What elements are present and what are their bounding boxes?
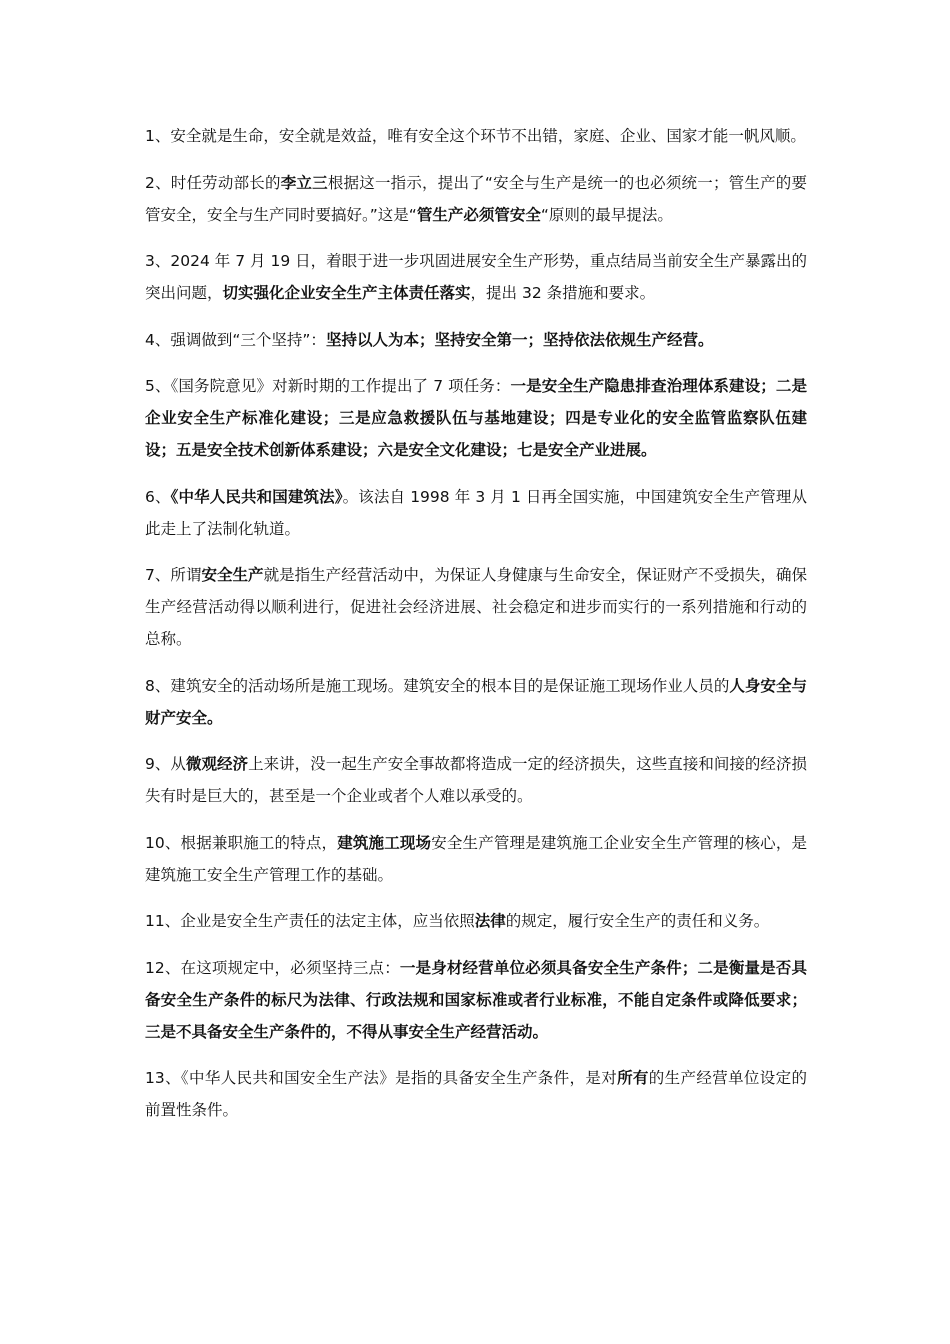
bold-text: 安全生产: [201, 566, 264, 584]
paragraph-2: [145, 167, 807, 231]
bold-text: 人身安全与财产安全。: [145, 676, 807, 727]
bold-text: 坚持以人为本；坚持安全第一；坚持依法依规生产经营。: [325, 330, 714, 349]
paragraph-1: [145, 120, 807, 152]
bold-text: 微观经济: [185, 755, 249, 773]
paragraph-text: 。该法自 1998 年 3 月 1 日再全国实施，中国建筑安全生产管理从此走上了法制化轨道。: [145, 487, 807, 538]
paragraph-5: [145, 370, 807, 466]
bold-text: 所有: [617, 1069, 649, 1087]
paragraph-4: [145, 324, 807, 356]
bold-text: 法律: [474, 912, 506, 930]
paragraph-text: ，提出 32 条措施和要求。: [470, 284, 656, 302]
bold-text: 建筑施工现场: [337, 833, 432, 852]
paragraph-text: 3、2024 年 7 月 19 日，着眼于进一步巩固进展安全生产形势，重点结局当前安全生产暴露出的突出问题，: [145, 252, 807, 302]
bold-text: 切实强化企业安全生产主体责任落实: [222, 284, 471, 302]
paragraph-text: 就是指生产经营活动中，为保证人身健康与生命安全，保证财产不受损失，确保生产经营活动得以顺利进行，促进社会经济进展、社会稳定和进步而实行的一系列措施和行动的总称。: [145, 566, 807, 648]
paragraph-11: [145, 905, 807, 937]
paragraph-text: 根据这一指示，提出了“安全与生产是统一的也必须统一；管生产的要管安全，安全与生产同时要搞好。”这是“: [145, 173, 807, 224]
paragraph-text: 11、企业是安全生产责任的法定主体，应当依照: [145, 912, 475, 930]
paragraph-9: [145, 748, 807, 812]
bold-text: 一是身材经营单位必须具备安全生产条件；二是衡量是否具备安全生产条件的标尺为法律、行政法规和国家标准或者行业标准，不能自定条件或降低要求；三是不具备安全生产条件的，不得从事安全生产经营活动。: [145, 958, 807, 1041]
paragraph-text: 12、在这项规定中，必须坚持三点：: [145, 958, 400, 977]
paragraph-text: 13、《中华人民共和国安全生产法》是指的具备安全生产条件，是对: [145, 1069, 618, 1087]
paragraph-7: [145, 559, 807, 655]
paragraph-13: [145, 1062, 807, 1126]
paragraph-3: [145, 245, 807, 309]
paragraph-text: 的规定，履行安全生产的责任和义务。: [505, 912, 770, 930]
paragraph-text: 8、建筑安全的活动场所是施工现场。建筑安全的根本目的是保证施工现场作业人员的: [145, 676, 730, 695]
paragraph-text: 6、: [145, 487, 171, 506]
paragraph-text: 上来讲，没一起生产安全事故都将造成一定的经济损失，这些直接和间接的经济损失有时是巨大的，甚至是一个企业或者个人难以承受的。: [145, 755, 807, 805]
paragraph-text: 的生产经营单位设定的前置性条件。: [145, 1069, 807, 1119]
paragraph-text: 7、所谓: [145, 566, 202, 584]
paragraph-12: [145, 952, 807, 1048]
document-body: [145, 120, 807, 1141]
paragraph-text: 4、强调做到“三个坚持”：: [145, 330, 326, 349]
paragraph-8: [145, 670, 807, 734]
paragraph-text: 1、安全就是生命，安全就是效益，唯有安全这个环节不出错，家庭、企业、国家才能一帆风顺。: [145, 127, 806, 145]
bold-text: 一是安全生产隐患排查治理体系建设；二是企业安全生产标准化建设；三是应急救援队伍与基地建设；四是专业化的安全监管监察队伍建设；五是安全技术创新体系建设；六是安全文化建设；七是安全产业进展。: [145, 377, 807, 459]
paragraph-text: 9、从: [145, 755, 186, 773]
paragraph-6: [145, 481, 807, 545]
paragraph-text: 10、根据兼职施工的特点，: [145, 833, 338, 852]
bold-text: 《中华人民共和国建筑法》: [170, 487, 343, 506]
paragraph-10: [145, 827, 807, 891]
bold-text: 李立三: [280, 173, 328, 192]
paragraph-text: “原则的最早提法。: [540, 205, 673, 224]
paragraph-text: 安全生产管理是建筑施工企业安全生产管理的核心，是建筑施工安全生产管理工作的基础。: [145, 833, 807, 884]
bold-text: 管生产必须管安全: [416, 205, 541, 224]
paragraph-text: 2、时任劳动部长的: [145, 173, 281, 192]
paragraph-text: 5、《国务院意见》对新时期的工作提出了 7 项任务：: [145, 377, 511, 395]
